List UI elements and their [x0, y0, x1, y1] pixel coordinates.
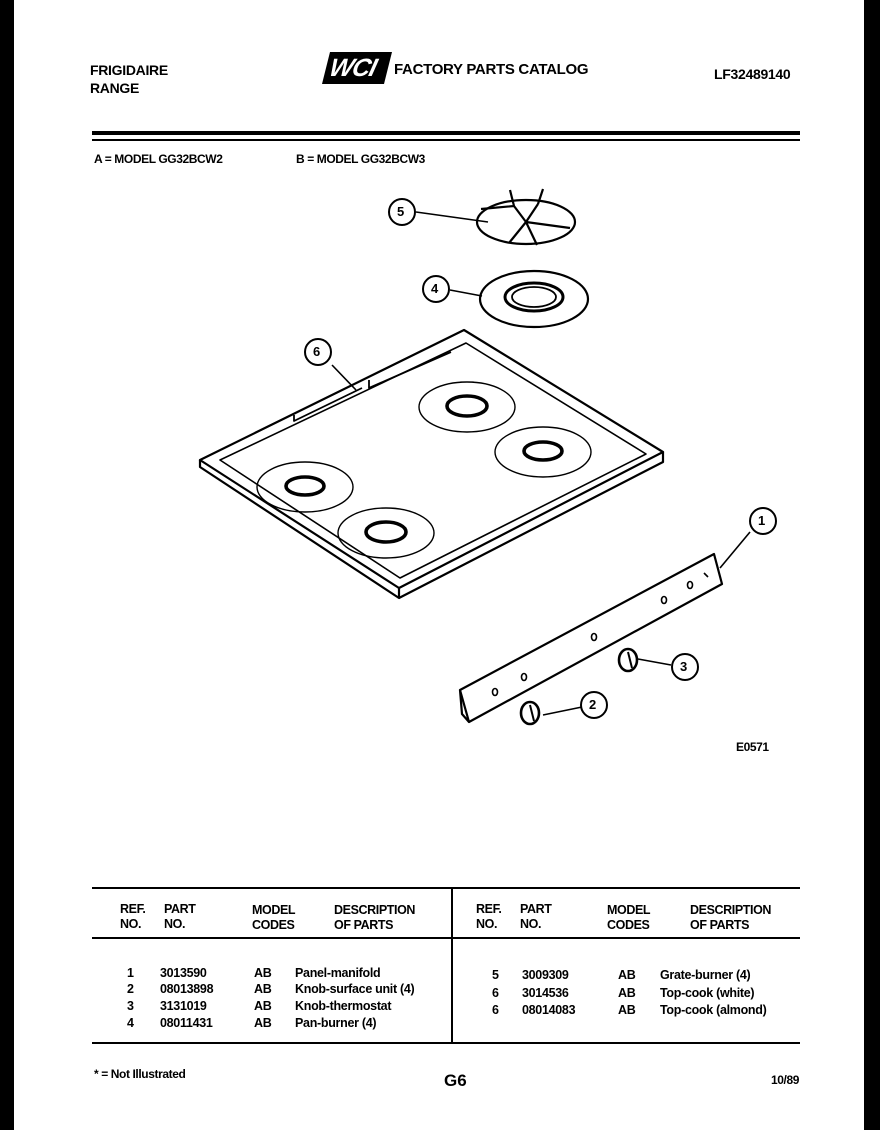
brand-name: FRIGIDAIRE: [90, 62, 168, 78]
callout-4: 4: [431, 281, 439, 296]
burner-pan-drawing: [480, 271, 588, 327]
model-b-label: B = MODEL GG32BCW3: [296, 152, 425, 166]
model-header-right: MODEL CODES: [607, 903, 651, 932]
product-type: RANGE: [90, 80, 140, 96]
revision-date: 10/89: [771, 1073, 800, 1087]
callout-2: 2: [589, 697, 597, 712]
callout-5: 5: [397, 204, 405, 219]
burner-grate-drawing: [477, 189, 575, 245]
callout-6: 6: [313, 344, 321, 359]
exploded-parts-diagram: [14, 0, 864, 1130]
not-illustrated-note: * = Not Illustrated: [94, 1067, 186, 1081]
catalog-title: FACTORY PARTS CATALOG: [394, 61, 589, 78]
callout-3: 3: [680, 659, 688, 674]
figure-code: E0571: [736, 740, 769, 754]
cooktop-drawing: [200, 330, 663, 598]
catalog-sheet: FRIGIDAIRE RANGE WCI FACTORY PARTS CATALOG LF32489140 A = MODEL GG32BCW2 B = MODEL GG32BCW3 1 2 3 4 5 6 E0571 REF. NO. PART NO. MODEL CODES DESCRIPTION OF PARTS REF. NO. PART NO. MODEL CODES DESCRIPTION OF PARTS 1 3013590 AB Panel-manifold 2 08013898 AB Knob-surface unit (4) 3 3131019 AB Knob-thermostat 4 08011431 AB Pan-burner (4) 5 3009309 AB Grate-burner (4) 6 3014536 AB Top-cook (white) 6 08014083 AB Top-cook (almond) * = Not Illustrated G6 10/89: [14, 0, 864, 1130]
desc-header-left: DESCRIPTION OF PARTS: [334, 903, 416, 932]
model-header-left: MODEL CODES: [252, 903, 296, 932]
ref-header-right: REF. NO.: [476, 902, 502, 931]
callout-1: 1: [758, 513, 766, 528]
ref-header-left: REF. NO.: [120, 902, 146, 931]
wci-logo: WCI: [322, 52, 392, 84]
desc-header-right: DESCRIPTION OF PARTS: [690, 903, 772, 932]
catalog-number: LF32489140: [714, 66, 791, 82]
part-header-right: PART NO.: [520, 902, 552, 931]
model-a-label: A = MODEL GG32BCW2: [94, 152, 223, 166]
knob-drawings: [521, 649, 637, 724]
page-code: G6: [444, 1071, 467, 1090]
part-header-left: PART NO.: [164, 902, 196, 931]
